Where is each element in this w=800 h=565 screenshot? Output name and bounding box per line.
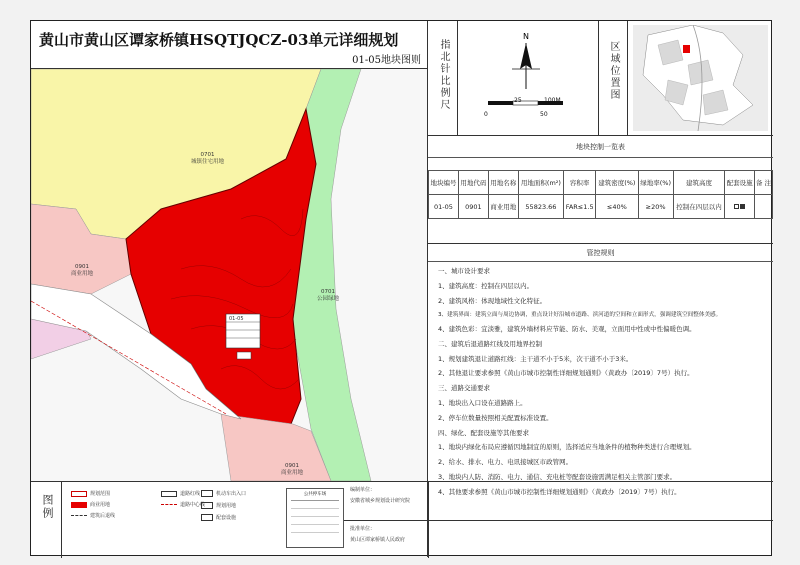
legend-item: 建筑后退线 <box>90 513 116 519</box>
legend-item: 规划范围 <box>90 491 111 497</box>
scale-tick: 0 <box>484 111 488 118</box>
svg-text:N: N <box>523 32 529 41</box>
plan-sheet <box>30 20 772 556</box>
legend-item: 商业用地 <box>90 502 111 508</box>
south-parcel-label: 0901 商业用地 <box>281 463 304 477</box>
table-header-row <box>429 171 773 195</box>
requirement-line: 1、地块出入口设在道路路上。 <box>438 399 527 408</box>
top-info-row <box>428 21 773 136</box>
table-header: 用地面积(m²) <box>518 171 563 195</box>
table-header: 用地代码 <box>458 171 488 195</box>
org-label: 编制单位： <box>350 487 376 493</box>
requirement-line: 2、停车位数量按照相关配置标准设置。 <box>438 413 553 422</box>
requirement-line: 4、其他要求参照《黄山市城市控制性详细规划通则》（黄政办〔2019〕7号）执行。 <box>438 487 681 496</box>
table-header: 绿地率(%) <box>638 171 673 195</box>
requirement-line: 1、规划建筑退让道路红线：主干道不小于5米，次干道不小于3米。 <box>438 354 633 363</box>
legend-item: 规划用地 <box>216 503 237 509</box>
location-side-label: 区域位置图 <box>608 41 619 101</box>
title-block <box>31 21 428 69</box>
table-header: 地块编号 <box>429 171 459 195</box>
legend-item: 机动车出入口 <box>216 491 247 497</box>
requirement-line: 2、给水、排水、电力、电讯接城区市政管网。 <box>438 458 573 467</box>
table-cell: ≤40% <box>596 195 638 219</box>
requirement-line: 3、建筑界面：建筑立面与周边协调，重点设计好沿城市道路、滨河道的空间和立面形式，强调建筑空间整体美感。 <box>438 312 722 319</box>
table-cell: 55823.66 <box>518 195 563 219</box>
main-parcel-id: 01-05 <box>229 316 244 322</box>
scale-tick: 50 <box>540 111 548 118</box>
location-minimap <box>633 25 768 131</box>
table-cell: 控制在四层以内 <box>673 195 725 219</box>
legend-title: 图例 <box>41 494 54 520</box>
table-header: 用地名称 <box>488 171 518 195</box>
page-subtitle: 01-05地块图则 <box>352 55 421 66</box>
facility-icon <box>740 204 745 209</box>
requirement-line: 一、城市设计要求 <box>438 267 490 275</box>
control-table <box>428 170 773 219</box>
control-table-block <box>428 136 773 243</box>
requirement-line: 1、建筑高度：控制在四层以内。 <box>438 281 534 290</box>
table-cell: FAR≤1.5 <box>564 195 596 219</box>
sign-block <box>344 481 773 557</box>
legend-item: 道路红线 <box>180 491 201 497</box>
page-title: 黄山市黄山区谭家桥镇HSQTJQCZ-03单元详细规划 <box>39 31 399 49</box>
requirement-line: 四、绿化、配套设施等其他要求 <box>438 428 529 437</box>
table-header: 建筑密度(%) <box>596 171 638 195</box>
requirement-line: 4、建筑色彩：宜淡雅，建筑外墙材料应节能、防水、美观，立面用中性或中性偏暖色调。 <box>438 325 696 334</box>
table-cell: 01-05 <box>429 195 459 219</box>
table-header: 容积率 <box>564 171 596 195</box>
legend-item: 公共停车场 <box>303 492 327 497</box>
control-table-title: 地块控制一览表 <box>428 136 773 158</box>
scale-tick: 25 <box>514 97 522 104</box>
requirement-line: 2、其他退让要求参照《黄山市城市控制性详细规划通则》（黄政办〔2019〕7号）执行。 <box>438 369 694 378</box>
table-cell <box>755 195 773 219</box>
facility-icon <box>734 204 739 209</box>
requirement-line: 二、建筑后退道路红线及用地界控制 <box>438 339 542 348</box>
legend-items-2 <box>201 490 281 521</box>
requirements-title: 管控规则 <box>428 244 773 262</box>
legend-item: 道路中心线 <box>180 502 206 508</box>
requirement-line: 1、地块内绿化布局应遵循因地制宜的原则，选择适应当地条件的植物种类进行合理规划。 <box>438 443 696 452</box>
west-parcel-label: 0901 商业用地 <box>71 264 94 278</box>
scale-labels <box>486 99 566 123</box>
approve-name: 黄山区谭家桥镇人民政府 <box>350 537 406 543</box>
table-header: 备 注 <box>755 171 773 195</box>
north-parcel-label: 0701 城镇住宅用地 <box>191 152 225 166</box>
legend-symbol-table <box>286 488 344 548</box>
requirements-block <box>428 243 773 496</box>
approve-label: 批准单位： <box>350 526 376 532</box>
requirements-list <box>428 262 773 497</box>
facility-icons <box>237 352 251 359</box>
table-header: 建筑高度 <box>673 171 725 195</box>
table-cell: 0901 <box>458 195 488 219</box>
table-cell <box>725 195 755 219</box>
location-map-drawing <box>633 25 768 131</box>
org-name: 安徽省城乡规划设计研究院 <box>350 498 411 504</box>
table-header: 配套设施 <box>725 171 755 195</box>
scale-tick: 100M <box>544 97 561 104</box>
table-row <box>429 195 773 219</box>
compass-side-label: 指北针比例尺 <box>438 39 449 111</box>
legend-item: 配套设施 <box>216 515 237 521</box>
parcel-map <box>31 69 428 481</box>
requirement-line: 3、地块内人防、消防、电力、通信、充电桩等配套设施需满足相关主管部门要求。 <box>438 473 677 482</box>
green-parcel-label: 0701 公园绿地 <box>317 289 340 303</box>
requirement-line: 2、建筑风格：体现地域性文化特征。 <box>438 296 547 305</box>
requirement-line: 三、道路交通要求 <box>438 384 490 393</box>
table-cell: 商业用地 <box>488 195 518 219</box>
table-cell: ≥20% <box>638 195 673 219</box>
